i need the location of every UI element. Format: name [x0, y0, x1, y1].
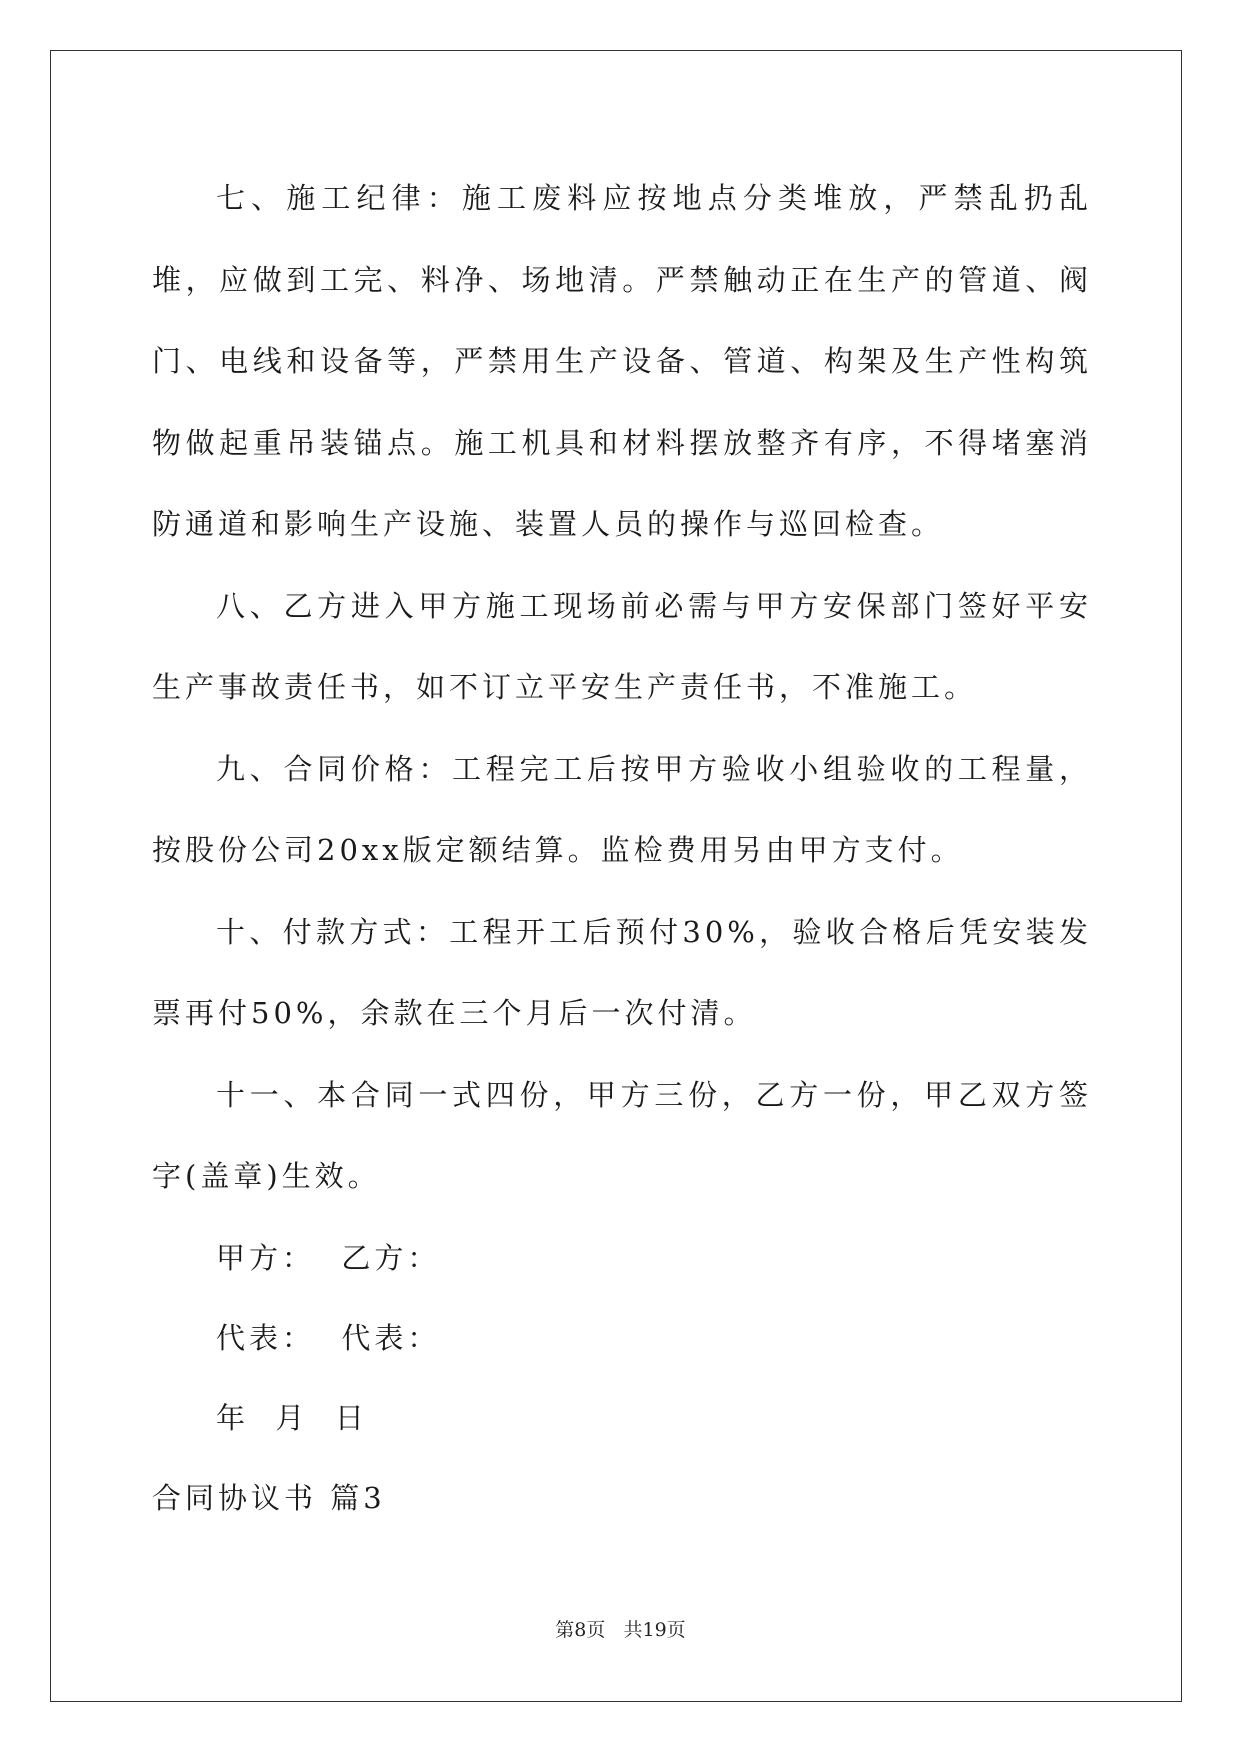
clause-8-paragraph: 八、乙方进入甲方施工现场前必需与甲方安保部门签好平安生产事故责任书，如不订立平安生产责任书，不准施工。 [152, 588, 1092, 704]
section-heading: 合同协议书 篇3 [152, 1480, 386, 1515]
signature-representatives-line: 代表： 代表： [216, 1320, 441, 1355]
clause-11-paragraph: 十一、本合同一式四份，甲方三份，乙方一份，甲乙双方签字(盖章)生效。 [152, 1077, 1092, 1193]
clause-7-paragraph: 七、施工纪律：施工废料应按地点分类堆放，严禁乱扔乱堆，应做到工完、料净、场地清。严禁触动正在生产的管道、阀门、电线和设备等，严禁用生产设备、管道、构架及生产性构筑物做起重吊装锚点。施工机具和材料摆放整齐有序，不得堵塞消防通道和影响生产设施、装置人员的操作与巡回检查。 [152, 181, 1092, 541]
document-body [152, 158, 1092, 1538]
signature-date-line: 年 月 日 [216, 1400, 368, 1435]
clause-10-paragraph: 十、付款方式：工程开工后预付30%，验收合格后凭安装发票再付50%，余款在三个月后一次付清。 [152, 914, 1092, 1030]
clause-9-paragraph: 九、合同价格：工程完工后按甲方验收小组验收的工程量，按股份公司20xx版定额结算。监检费用另由甲方支付。 [152, 751, 1092, 867]
signature-parties-line: 甲方： 乙方： [216, 1240, 441, 1275]
page-footer: 第8页 共19页 [555, 1619, 686, 1641]
